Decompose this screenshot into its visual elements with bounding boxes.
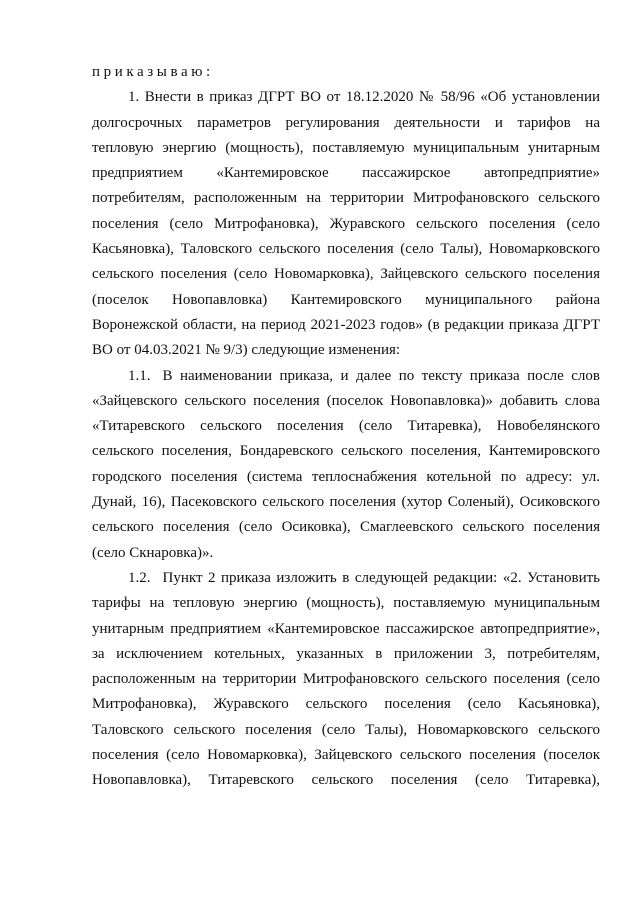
- paragraph-item-1-1: [92, 364, 600, 566]
- item-1-1-number: 1.1.: [128, 367, 151, 384]
- paragraph-item-1-2: [92, 566, 600, 794]
- document-page: [92, 60, 600, 794]
- item-1-2-text: Пункт 2 приказа изложить в следующей редакции: «2. Установить тарифы на тепловую энергию (мощность), поставляемую муниципальным унитарным предприятием «Кантемировское пассажирское автопредприятие», за исключением котельных, указанных в приложении 3, потребителям, расположенным на территории Митрофановского сельского поселения (село Митрофановка), Журавского сельского поселения (село Касьяновка), Таловского сельского поселения (село Талы), Новомарковского сельского поселения (село Новомарковка), Зайцевского сельского поселения (поселок Новопавловка), Титаревского сельского поселения (село Титаревка),: [92, 569, 600, 789]
- item-1-1-text: В наименовании приказа, и далее по тексту приказа после слов «Зайцевского сельского поселения (поселок Новопавловка)» добавить слова «Титаревского сельского поселения (село Титаревка), Новобелянского сельского поселения, Бондаревского сельского поселения, Кантемировского городского поселения (система теплоснабжения котельной по адресу: ул. Дунай, 16), Пасековского сельского поселения (хутор Соленый), Осиковского сельского поселения (село Осиковка), Смаглеевского сельского поселения (село Скнаровка)».: [92, 367, 600, 561]
- item-1-text: Внести в приказ ДГРТ ВО от 18.12.2020 № 58/96 «Об установлении долгосрочных параметров регулирования деятельности и тарифов на тепловую энергию (мощность), поставляемую муниципальным унитарным предприятием «Кантемировское пассажирское автопредприятие» потребителям, расположенным на территории Митрофановского сельского поселения (село Митрофановка), Журавского сельского поселения (село Касьяновка), Таловского сельского поселения (село Талы), Новомарковского сельского поселения (село Новомарковка), Зайцевского сельского поселения (поселок Новопавловка) Кантемировского муниципального района Воронежской области, на период 2021-2023 годов» (в редакции приказа ДГРТ ВО от 04.03.2021 № 9/3) следующие изменения:: [92, 89, 600, 359]
- item-1-number: 1.: [128, 89, 140, 106]
- item-1-2-number: 1.2.: [128, 569, 151, 586]
- paragraph-item-1: [92, 85, 600, 363]
- order-heading: приказываю:: [92, 64, 214, 80]
